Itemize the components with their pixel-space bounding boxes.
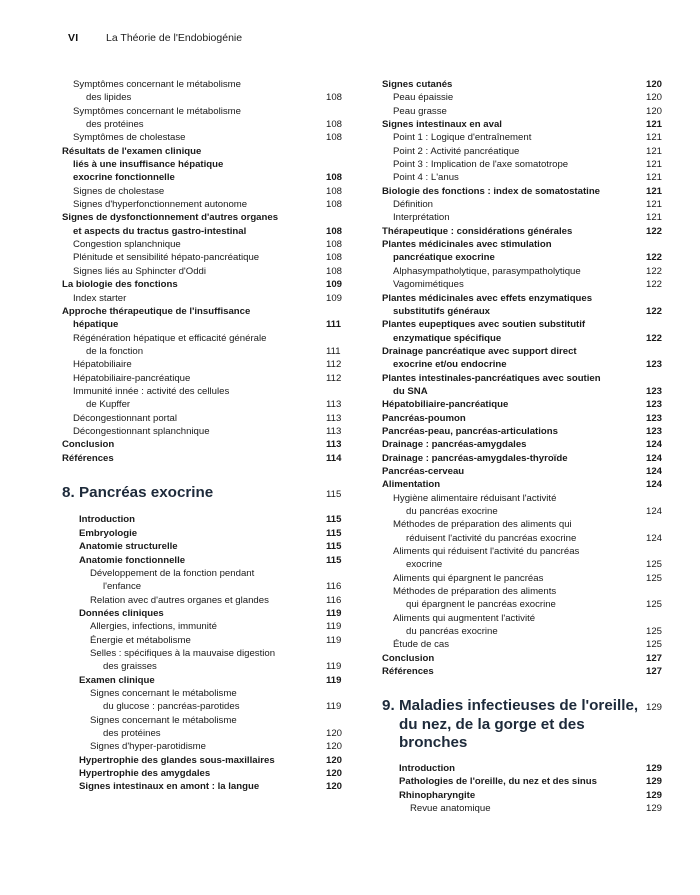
toc-entry-page-number: 120 <box>326 741 343 753</box>
toc-entry-label: Hépatobiliaire-pancréatique <box>382 399 509 411</box>
toc-entry[interactable] <box>79 727 352 740</box>
toc-entry[interactable] <box>382 238 672 251</box>
toc-entry-label: de Kupffer <box>86 399 131 411</box>
toc-entry[interactable] <box>399 789 672 802</box>
toc-entry-page-number: 124 <box>646 452 663 464</box>
toc-entry-label: Drainage : pancréas-amygdales <box>382 439 527 451</box>
toc-entry[interactable] <box>62 131 352 144</box>
toc-entry-label: Drainage pancréatique avec support direct <box>382 345 577 357</box>
toc-entry-page-number: 122 <box>646 279 663 291</box>
toc-entry-label: Décongestionnant portal <box>73 412 178 424</box>
toc-entry[interactable] <box>382 612 672 625</box>
toc-entry-label: Signes intestinaux en amont : la langue <box>79 781 260 793</box>
toc-entry[interactable] <box>382 78 672 91</box>
toc-entry-page-number: 114 <box>326 452 342 464</box>
toc-entry-label: Biologie des fonctions : index de somatostatine <box>382 185 601 197</box>
chapter-title-line: Maladies infectieuses de l'oreille, <box>399 697 639 715</box>
toc-entry-page-number: 115 <box>326 541 342 553</box>
toc-entry-label: du pancréas exocrine <box>406 626 498 638</box>
toc-entry[interactable] <box>79 740 352 753</box>
toc-list-right-top <box>382 78 672 678</box>
toc-entry[interactable] <box>382 185 672 198</box>
toc-entry-page-number: 121 <box>646 132 663 144</box>
toc-entry[interactable] <box>62 105 352 118</box>
toc-entry[interactable] <box>79 513 352 526</box>
chapter-heading-8[interactable] <box>62 483 352 505</box>
toc-entry-label: Plantes intestinales-pancréatiques avec soutien <box>382 372 601 384</box>
toc-entry[interactable] <box>382 652 672 665</box>
toc-entry-label: Pancréas-peau, pancréas-articulations <box>382 425 558 437</box>
toc-entry[interactable] <box>382 572 672 585</box>
toc-entry[interactable] <box>62 118 352 131</box>
toc-entry-label: réduisent l'activité du pancréas exocrine <box>406 532 577 544</box>
toc-entry[interactable] <box>399 802 672 815</box>
toc-entry-label: Aliments qui épargnent le pancréas <box>393 572 544 584</box>
page-folio: VI <box>68 32 79 44</box>
toc-entry[interactable] <box>382 452 672 465</box>
toc-entry-page-number: 124 <box>646 479 663 491</box>
toc-entry-label: Introduction <box>399 762 455 774</box>
chapter-entry-8[interactable] <box>62 484 352 794</box>
toc-entry[interactable] <box>79 700 352 713</box>
chapter-page-number: 115 <box>326 488 342 500</box>
toc-entry-page-number: 121 <box>646 185 663 197</box>
toc-entry-page-number: 111 <box>326 319 341 331</box>
toc-entry[interactable] <box>62 332 352 345</box>
toc-entry[interactable] <box>382 518 672 531</box>
toc-entry-label: Signes d'hyper-parotidisme <box>90 741 206 753</box>
toc-entry-page-number: 112 <box>326 372 342 384</box>
toc-entry-page-number: 113 <box>326 412 342 424</box>
toc-entry[interactable] <box>62 385 352 398</box>
toc-entry-label: pancréatique exocrine <box>393 252 495 264</box>
toc-entry-page-number: 120 <box>326 727 343 739</box>
toc-entry-label: substitutifs généraux <box>393 305 491 317</box>
toc-entry-page-number: 129 <box>646 789 663 801</box>
toc-entry-page-number: 129 <box>646 762 663 774</box>
toc-entry-page-number: 119 <box>326 634 342 646</box>
toc-entry[interactable] <box>382 225 672 238</box>
toc-entry-page-number: 124 <box>646 506 663 517</box>
toc-entry-page-number: 116 <box>326 581 342 593</box>
toc-entry[interactable] <box>382 305 672 318</box>
toc-entry-page-number: 123 <box>646 412 663 424</box>
toc-entry-label: l'enfance <box>103 581 142 593</box>
toc-entry-page-number: 119 <box>326 674 342 686</box>
toc-entry-page-number: 122 <box>646 305 663 317</box>
toc-entry-label: Signes liés au Sphincter d'Oddi <box>73 265 207 277</box>
toc-entry-label: Méthodes de préparation des aliments <box>393 586 557 598</box>
toc-entry[interactable] <box>62 425 352 438</box>
toc-entry-page-number: 109 <box>326 279 343 291</box>
toc-entry-page-number: 113 <box>326 439 342 451</box>
toc-entry-label: des protéines <box>86 119 144 131</box>
toc-entry[interactable] <box>399 762 672 775</box>
toc-entry[interactable] <box>382 465 672 478</box>
toc-entry-label: Plénitude et sensibilité hépato-pancréatique <box>73 252 260 264</box>
toc-entry[interactable] <box>79 714 352 727</box>
toc-entry-page-number: 124 <box>646 439 663 451</box>
toc-entry-page-number: 125 <box>646 572 663 584</box>
toc-entry[interactable] <box>79 780 352 793</box>
toc-entry-label: Selles : spécifiques à la mauvaise digestion <box>90 647 276 659</box>
toc-entry-page-number: 122 <box>646 252 663 264</box>
toc-entry[interactable] <box>62 452 352 465</box>
toc-entry-page-number: 120 <box>646 105 663 117</box>
toc-entry-page-number: 125 <box>646 599 663 611</box>
toc-entry[interactable] <box>382 211 672 224</box>
toc-entry-page-number: 120 <box>646 79 663 90</box>
toc-entry-label: Alimentation <box>382 479 441 491</box>
toc-entry[interactable] <box>79 660 352 673</box>
toc-entry[interactable] <box>382 318 672 331</box>
toc-entry-label: Symptômes concernant le métabolisme <box>73 79 241 90</box>
toc-entry-page-number: 124 <box>646 532 663 544</box>
toc-entry-label: Examen clinique <box>79 674 155 686</box>
toc-entry-page-number: 122 <box>646 332 663 344</box>
toc-entry-page-number: 120 <box>326 768 343 779</box>
toc-entry[interactable] <box>62 372 352 385</box>
toc-entry-label: Énergie et métabolisme <box>90 634 191 646</box>
toc-entry[interactable] <box>62 318 352 331</box>
toc-entry[interactable] <box>62 78 352 91</box>
toc-entry-label: exocrine <box>406 559 443 571</box>
toc-entry-page-number: 119 <box>326 661 342 673</box>
toc-entry-label: Drainage : pancréas-amygdales-thyroïde <box>382 452 568 464</box>
toc-entry-label: Étude de cas <box>393 639 450 651</box>
toc-entry-label: Peau grasse <box>393 105 447 117</box>
toc-entry[interactable] <box>382 332 672 345</box>
toc-entry-page-number: 108 <box>326 132 343 144</box>
toc-entry-label: Plantes médicinales avec effets enzymatiques <box>382 292 593 304</box>
toc-entry-page-number: 116 <box>326 594 342 606</box>
toc-entry-page-number: 120 <box>646 92 663 104</box>
toc-entry[interactable] <box>382 158 672 171</box>
toc-entry[interactable] <box>79 540 352 553</box>
toc-entry-label: Symptômes concernant le métabolisme <box>73 105 241 117</box>
toc-entry-label: Immunité innée : activité des cellules <box>73 385 230 397</box>
toc-entry[interactable] <box>382 345 672 358</box>
toc-entry-label: Peau épaissie <box>393 92 454 104</box>
toc-entry-page-number: 115 <box>326 554 342 566</box>
toc-entry-page-number: 121 <box>646 212 663 224</box>
toc-entry-label: exocrine fonctionnelle <box>73 172 175 184</box>
toc-entry-label: Hépatobiliaire-pancréatique <box>73 372 191 384</box>
toc-column-left <box>62 78 352 815</box>
book-title: La Théorie de l'Endobiogénie <box>106 32 243 44</box>
toc-entry-page-number: 108 <box>326 185 343 197</box>
toc-entry-label: du pancréas exocrine <box>406 506 498 517</box>
toc-entry-page-number: 123 <box>646 425 663 437</box>
toc-entry[interactable] <box>382 171 672 184</box>
toc-entry[interactable] <box>62 398 352 411</box>
chapter-heading-9[interactable] <box>382 697 672 753</box>
toc-entry[interactable] <box>382 558 672 571</box>
toc-entry-label: Congestion splanchnique <box>73 239 181 251</box>
toc-entry-label: Index starter <box>73 292 127 304</box>
toc-entry[interactable] <box>79 647 352 660</box>
toc-entry-page-number: 123 <box>646 385 663 397</box>
toc-entry[interactable] <box>62 211 352 224</box>
toc-entry-label: Signes intestinaux en aval <box>382 119 502 131</box>
toc-entry[interactable] <box>62 171 352 184</box>
toc-entry-label: Anatomie structurelle <box>79 541 178 553</box>
toc-entry-label: Références <box>382 666 434 678</box>
toc-entry[interactable] <box>62 225 352 238</box>
toc-entry-label: La biologie des fonctions <box>62 279 178 291</box>
toc-entry-label: et aspects du tractus gastro-intestinal <box>73 225 247 237</box>
toc-entry-label: Plantes médicinales avec stimulation <box>382 239 552 251</box>
toc-entry-page-number: 125 <box>646 626 663 638</box>
toc-entry[interactable] <box>382 478 672 491</box>
toc-entry[interactable] <box>382 131 672 144</box>
toc-entry-label: Allergies, infections, immunité <box>90 621 217 633</box>
toc-entry-page-number: 125 <box>646 639 663 651</box>
toc-entry[interactable] <box>382 598 672 611</box>
toc-entry[interactable] <box>382 91 672 104</box>
toc-entry-label: Signes concernant le métabolisme <box>90 687 237 699</box>
toc-entry[interactable] <box>62 91 352 104</box>
toc-entry-label: hépatique <box>73 319 119 331</box>
toc-entry-label: Décongestionnant splanchnique <box>73 425 210 437</box>
toc-entry[interactable] <box>62 345 352 358</box>
toc-entry[interactable] <box>62 251 352 264</box>
chapter-entry-9[interactable] <box>382 697 672 815</box>
toc-entry[interactable] <box>382 198 672 211</box>
toc-entry-page-number: 112 <box>326 359 342 371</box>
toc-entry-label: Signes d'hyperfonctionnement autonome <box>73 199 248 211</box>
toc-entry-label: Interprétation <box>393 212 450 224</box>
toc-entry-label: Signes concernant le métabolisme <box>90 714 237 726</box>
toc-entry-page-number: 125 <box>646 559 663 571</box>
toc-entry-label: Plantes eupeptiques avec soutien substitutif <box>382 319 586 331</box>
toc-entry[interactable] <box>382 105 672 118</box>
toc-list-right-bottom <box>399 762 672 815</box>
toc-entry-label: Pathologies de l'oreille, du nez et des sinus <box>399 776 597 788</box>
toc-entry-label: Pancréas-poumon <box>382 412 466 424</box>
toc-entry[interactable] <box>382 265 672 278</box>
toc-column-right <box>382 78 672 815</box>
toc-entry-label: Aliments qui augmentent l'activité <box>393 612 536 624</box>
toc-entry-label: Hépatobiliaire <box>73 359 132 371</box>
toc-entry-label: des graisses <box>103 661 157 673</box>
toc-entry[interactable] <box>382 665 672 678</box>
toc-entry[interactable] <box>382 505 672 518</box>
toc-entry-label: liés à une insuffisance hépatique <box>73 159 224 171</box>
toc-entry[interactable] <box>79 554 352 567</box>
toc-entry-label: Hygiène alimentaire réduisant l'activité <box>393 492 557 504</box>
toc-entry-label: Embryologie <box>79 527 138 539</box>
toc-entry[interactable] <box>382 358 672 371</box>
toc-entry[interactable] <box>79 567 352 580</box>
toc-entry-label: du SNA <box>393 385 428 397</box>
toc-entry-page-number: 108 <box>326 265 343 277</box>
toc-entry-label: Point 1 : Logique d'entraînement <box>393 132 532 144</box>
toc-entry-label: Anatomie fonctionnelle <box>79 554 186 566</box>
toc-entry-label: exocrine et/ou endocrine <box>393 359 507 371</box>
toc-entry-label: Conclusion <box>382 652 435 664</box>
toc-entry[interactable] <box>79 594 352 607</box>
toc-entry-page-number: 115 <box>326 514 342 526</box>
toc-entry[interactable] <box>62 185 352 198</box>
toc-list-left-top <box>62 78 352 465</box>
toc-entry[interactable] <box>382 425 672 438</box>
toc-entry-page-number: 122 <box>646 265 663 277</box>
toc-entry-label: Méthodes de préparation des aliments qui <box>393 519 572 531</box>
toc-entry-label: Développement de la fonction pendant <box>90 567 255 579</box>
toc-entry-page-number: 127 <box>646 652 663 664</box>
toc-entry[interactable] <box>62 265 352 278</box>
toc-entry[interactable] <box>79 580 352 593</box>
toc-entry-page-number: 108 <box>326 239 343 251</box>
toc-entry-page-number: 115 <box>326 527 342 539</box>
toc-entry-page-number: 121 <box>646 145 663 157</box>
toc-entry-label: Thérapeutique : considérations générales <box>382 225 573 237</box>
toc-entry-label: Approche thérapeutique de l'insuffisance <box>62 305 251 317</box>
toc-entry-label: de la fonction <box>86 345 144 357</box>
toc-entry-label: Rhinopharyngite <box>399 789 476 801</box>
toc-entry[interactable] <box>62 158 352 171</box>
toc-entry[interactable] <box>399 775 672 788</box>
toc-entry-page-number: 129 <box>646 776 663 788</box>
chapter-title-line: du nez, de la gorge et des bronches <box>399 715 585 752</box>
toc-entry-page-number: 108 <box>326 172 343 184</box>
toc-entry-page-number: 129 <box>646 803 663 814</box>
toc-entry-page-number: 120 <box>326 754 343 766</box>
running-head <box>68 32 242 44</box>
toc-entry-label: qui épargnent le pancréas exocrine <box>406 599 556 611</box>
toc-entry[interactable] <box>79 634 352 647</box>
toc-entry[interactable] <box>79 620 352 633</box>
toc-entry[interactable] <box>382 532 672 545</box>
toc-entry[interactable] <box>382 292 672 305</box>
toc-entry-page-number: 123 <box>646 399 663 411</box>
toc-entry-page-number: 108 <box>326 92 343 104</box>
toc-entry[interactable] <box>382 385 672 398</box>
toc-entry-label: Point 3 : Implication de l'axe somatotrope <box>393 159 569 171</box>
toc-entry[interactable] <box>382 438 672 451</box>
toc-entry-label: Données cliniques <box>79 607 164 619</box>
toc-entry-label: Signes de dysfonctionnement d'autres organes <box>62 212 279 224</box>
chapter-number: 9. <box>382 697 395 715</box>
toc-entry-label: Point 2 : Activité pancréatique <box>393 145 520 157</box>
toc-entry-label: Hypertrophie des amygdales <box>79 768 211 779</box>
toc-entry-page-number: 119 <box>326 701 342 713</box>
toc-entry[interactable] <box>62 145 352 158</box>
toc-entry-label: Hypertrophie des glandes sous-maxillaires <box>79 754 275 766</box>
chapter-number: 8. <box>62 483 75 501</box>
toc-entry-label: Aliments qui réduisent l'activité du pancréas <box>393 546 580 558</box>
toc-entry[interactable] <box>79 754 352 767</box>
toc-entry-label: Références <box>62 452 114 464</box>
toc-entry[interactable] <box>382 412 672 425</box>
toc-entry[interactable] <box>382 638 672 651</box>
toc-entry-page-number: 119 <box>326 607 342 619</box>
toc-entry-label: Vagomimétiques <box>393 279 464 291</box>
toc-entry-page-number: 121 <box>646 172 663 184</box>
toc-entry[interactable] <box>79 767 352 780</box>
toc-entry[interactable] <box>382 625 672 638</box>
toc-entry[interactable] <box>382 545 672 558</box>
toc-entry[interactable] <box>79 687 352 700</box>
toc-entry-label: du glucose : pancréas-parotides <box>103 701 240 713</box>
toc-entry-label: enzymatique spécifique <box>393 332 502 344</box>
toc-entry-page-number: 127 <box>646 666 663 678</box>
toc-entry[interactable] <box>79 674 352 687</box>
toc-entry-label: Conclusion <box>62 439 115 451</box>
toc-entry-page-number: 108 <box>326 252 343 264</box>
toc-entry-page-number: 122 <box>646 225 663 237</box>
toc-entry-page-number: 124 <box>646 465 663 477</box>
toc-entry-page-number: 111 <box>326 345 341 357</box>
toc-entry-page-number: 113 <box>326 425 342 437</box>
toc-entry[interactable] <box>62 305 352 318</box>
toc-entry-page-number: 121 <box>646 159 663 171</box>
toc-entry-label: Symptômes de cholestase <box>73 132 186 144</box>
toc-entry-page-number: 121 <box>646 199 663 211</box>
chapter-page-number: 129 <box>646 702 663 714</box>
toc-entry-label: Définition <box>393 199 433 211</box>
toc-entry-label: Régénération hépatique et efficacité générale <box>73 332 267 344</box>
toc-entry-page-number: 108 <box>326 119 343 131</box>
toc-entry[interactable] <box>382 492 672 505</box>
toc-entry-label: Pancréas-cerveau <box>382 465 465 477</box>
toc-entry-page-number: 108 <box>326 199 343 211</box>
toc-entry[interactable] <box>62 412 352 425</box>
toc-entry-page-number: 113 <box>326 399 342 411</box>
toc-entry-label: Alphasympatholytique, parasympatholytique <box>393 265 581 277</box>
toc-entry-page-number: 121 <box>646 119 663 131</box>
toc-entry[interactable] <box>382 145 672 158</box>
toc-entry[interactable] <box>79 607 352 620</box>
toc-entry[interactable] <box>382 585 672 598</box>
toc-entry[interactable] <box>62 198 352 211</box>
toc-entry-label: Signes de cholestase <box>73 185 165 197</box>
toc-entry[interactable] <box>382 372 672 385</box>
toc-entry-page-number: 108 <box>326 225 343 237</box>
toc-entry[interactable] <box>62 238 352 251</box>
toc-entry[interactable] <box>62 292 352 305</box>
toc-entry[interactable] <box>382 251 672 264</box>
toc-columns <box>0 78 700 815</box>
toc-entry[interactable] <box>382 118 672 131</box>
toc-entry[interactable] <box>79 527 352 540</box>
toc-entry-label: Introduction <box>79 514 135 526</box>
toc-entry[interactable] <box>382 398 672 411</box>
toc-entry-page-number: 119 <box>326 621 342 633</box>
toc-entry-label: Signes cutanés <box>382 79 453 90</box>
chapter-title-line: Pancréas exocrine <box>79 483 214 501</box>
toc-entry-label: Résultats de l'examen clinique <box>62 145 202 157</box>
chapter-title <box>79 484 213 503</box>
toc-entry[interactable] <box>62 278 352 291</box>
chapter-title <box>399 697 640 753</box>
toc-list-left-bottom <box>79 513 352 793</box>
toc-entry-page-number: 109 <box>326 292 343 304</box>
toc-entry[interactable] <box>382 278 672 291</box>
toc-entry-label: Relation avec d'autres organes et glandes <box>90 594 269 606</box>
toc-entry-page-number: 123 <box>646 359 663 371</box>
toc-entry-label: des lipides <box>86 92 132 104</box>
toc-entry-page-number: 120 <box>326 781 343 793</box>
toc-entry[interactable] <box>62 358 352 371</box>
toc-entry[interactable] <box>62 438 352 451</box>
toc-entry-label: Revue anatomique <box>410 803 491 814</box>
toc-entry-label: Point 4 : L'anus <box>393 172 459 184</box>
toc-entry-label: des protéines <box>103 727 161 739</box>
